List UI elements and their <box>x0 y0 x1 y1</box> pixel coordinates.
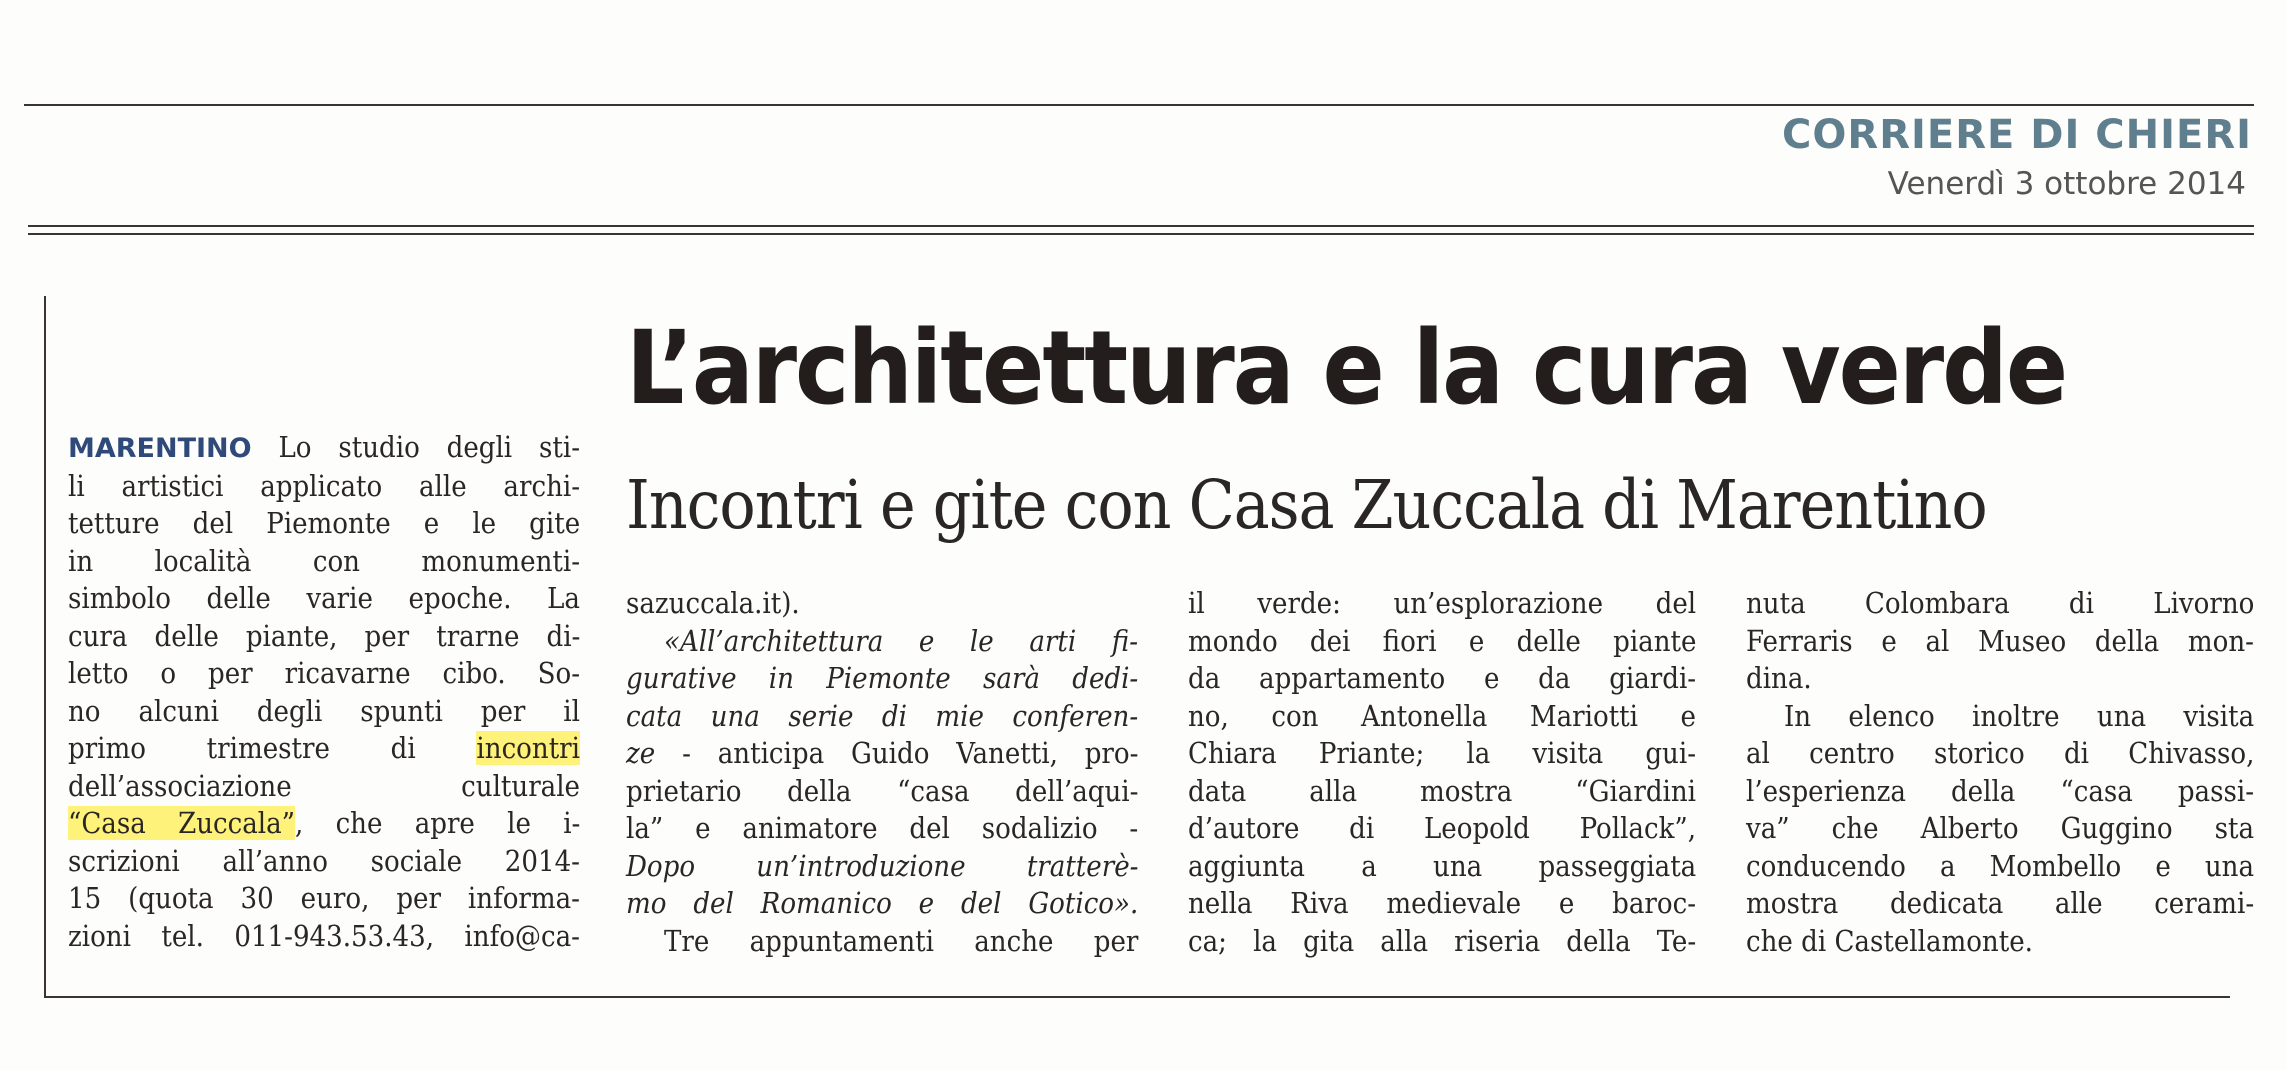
column-line: in località con monumenti- <box>68 543 580 578</box>
masthead-rule-2 <box>28 233 2254 235</box>
article-headline: L’architettura e la cura verde <box>626 309 2067 428</box>
masthead-name: CORRIERE DI CHIERI <box>1782 112 2252 158</box>
column-line: «All’architettura e le arti fi- <box>664 623 1138 658</box>
column-line: letto o per ricavarne cibo. So- <box>68 656 580 690</box>
column-line: data alla mostra “Giardini <box>1188 773 1696 808</box>
highlighted-text: “Casa Zuccala” <box>68 806 295 840</box>
column-line: dina. <box>1746 661 1812 695</box>
column-line: va” che Alberto Guggino sta <box>1746 811 2254 845</box>
dateline: MARENTINO <box>68 433 252 464</box>
article-column-2 <box>626 585 1138 960</box>
column-line: “Casa Zuccala”, che apre le i- <box>68 806 581 840</box>
article-column-4 <box>1746 585 2254 960</box>
highlighted-text: incontri <box>476 731 580 765</box>
column-line: conducendo a Mombello e una <box>1746 848 2254 883</box>
column-line: MARENTINO Lo studio degli sti- <box>68 430 580 464</box>
column-line: simbolo delle varie epoche. La <box>68 581 580 615</box>
column-line: no, con Antonella Mariotti e <box>1188 698 1696 733</box>
column-line: cura delle piante, per trarne di- <box>68 618 581 653</box>
top-rule <box>24 104 2254 106</box>
column-line: da appartamento e da giardi- <box>1188 661 1697 695</box>
column-line: nuta Colombara di Livorno <box>1746 586 2255 620</box>
column-line: ca; la gita alla riseria della Te- <box>1188 923 1697 958</box>
column-line: cata una serie di mie conferen- <box>626 698 1139 733</box>
column-line: zioni tel. 011-943.53.43, info@ca- <box>68 918 580 953</box>
column-line: In elenco inoltre una visita <box>1784 698 2255 733</box>
column-line: che di Castellamonte. <box>1746 923 2033 958</box>
article-column-3 <box>1188 585 1696 960</box>
column-line: al centro storico di Chivasso, <box>1746 736 2255 770</box>
column-line: aggiunta a una passeggiata <box>1188 848 1697 883</box>
article-subheadline: Incontri e gite con Casa Zuccala di Marentino <box>626 466 1987 544</box>
column-line: Dopo un’introduzione tratterè- <box>626 848 1139 883</box>
article-column-1 <box>68 429 580 955</box>
column-line: no alcuni degli spunti per il <box>68 693 580 728</box>
column-line: 15 (quota 30 euro, per informa- <box>68 881 580 915</box>
column-line: ze - anticipa Guido Vanetti, pro- <box>626 736 1139 770</box>
masthead-rule-1 <box>28 225 2254 227</box>
column-line: dell’associazione culturale <box>68 768 580 803</box>
column-line: d’autore di Leopold Pollack”, <box>1188 811 1696 845</box>
column-line: Chiara Priante; la visita gui- <box>1188 736 1696 770</box>
column-line: tetture del Piemonte e le gite <box>68 506 581 540</box>
column-line: il verde: un’esplorazione del <box>1188 586 1697 620</box>
column-line: mo del Romanico e del Gotico». <box>626 886 1139 920</box>
column-line: scrizioni all’anno sociale 2014- <box>68 843 580 878</box>
column-line: li artistici applicato alle archi- <box>68 468 581 503</box>
column-line: sazuccala.it). <box>626 586 800 620</box>
column-line: nella Riva medievale e baroc- <box>1188 886 1696 920</box>
column-line: Tre appuntamenti anche per <box>664 923 1139 958</box>
column-line: l’esperienza della “casa passi- <box>1746 773 2254 808</box>
column-line: mostra dedicata alle cerami- <box>1746 886 2255 920</box>
column-line: la” e animatore del sodalizio - <box>626 811 1139 845</box>
masthead-date: Venerdì 3 ottobre 2014 <box>1887 166 2246 202</box>
column-line: primo trimestre di incontri <box>68 731 580 765</box>
column-line: prietario della “casa dell’aqui- <box>626 773 1139 808</box>
column-line: gurative in Piemonte sarà dedi- <box>626 661 1139 695</box>
column-line: mondo dei fiori e delle piante <box>1188 623 1697 658</box>
column-line: Ferraris e al Museo della mon- <box>1746 623 2254 658</box>
